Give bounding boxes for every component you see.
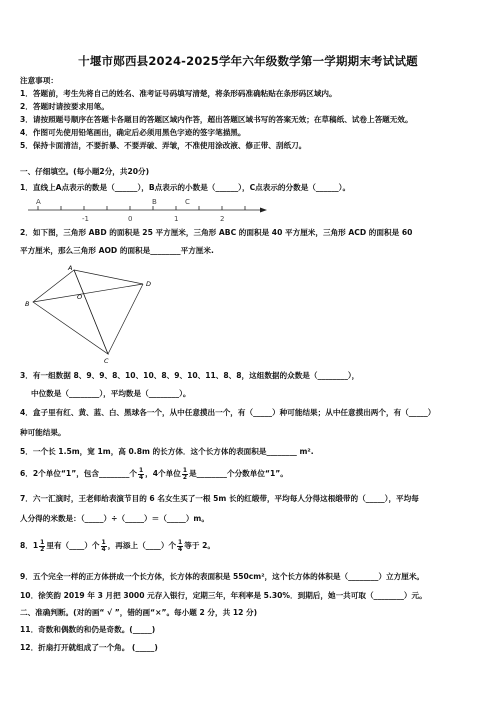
notice-item: 5．保持卡面清洁，不要折暴、不要弄破、弄皱，不准使用涂改液、修正带、刮纸刀。	[20, 141, 307, 150]
question-2-line-2: 平方厘米，那么三角形 AOD 的面积是________平方厘米.	[20, 246, 214, 255]
fraction: $\frac{1}{4}$	[101, 538, 106, 553]
question-11: 11．奇数和偶数的和仍是奇数。(_____)	[20, 625, 156, 634]
vertex-label-b: B	[25, 300, 30, 308]
question-6: 6．2个单位“1”，包含________个 $\frac{1}{4}$ ，4个单位 $\frac{1}{2}$ 是________个分数单位“1”。	[20, 466, 288, 481]
question-8: 8．1 $\frac{1}{2}$ 里有（____）个 $\frac{1}{4}$ ，再添上（____）个 $\frac{1}{4}$ 等于 2。	[20, 538, 215, 553]
question-3-line-2: 中位数是（________），平均数是（________）。	[31, 389, 191, 398]
question-3-line-1: 3．有一组数据 8、9、9、8、10、10、8、9、10、11、8、8，这组数据的众数是（________），	[20, 371, 360, 380]
question-7-line-1: 7．六一汇演时，王老师给表演节目的 6 名女生买了一根 5m 长的红缎带，平均每人分得这根缎带的（_____），平均每	[20, 494, 419, 503]
notice-item: 4．作图可先使用铅笔画出，确定后必须用黑色字迹的签字笔描黑。	[20, 128, 246, 137]
page-title: 十堰市郧西县2024-2025学年六年级数学第一学期期末考试试题	[78, 54, 418, 68]
question-9: 9．五个完全一样的正方体拼成一个长方体，长方体的表面积是 550cm²，这个长方体的体积是（________）立方厘米。	[20, 572, 425, 581]
point-label-a: A	[36, 198, 41, 206]
question-5: 5．一个长 1.5m，宽 1m，高 0.8m 的长方体．这个长方体的表面积是________ m².	[20, 447, 314, 456]
tick-label: 2	[220, 215, 225, 223]
fraction: $\frac{1}{2}$	[40, 538, 45, 553]
vertex-label-o: O	[77, 293, 83, 301]
vertex-label-c: C	[104, 357, 109, 364]
question-4-line-1: 4．盒子里有红、黄、蓝、白、黑球各一个，从中任意摸出一个，有（_____）种可能结果；从中任意摸出两个，有（_____）	[20, 408, 436, 417]
point-label-b: B	[152, 198, 157, 206]
vertex-label-a: A	[68, 264, 73, 272]
fraction: $\frac{1}{4}$	[178, 538, 183, 553]
triangle-figure	[20, 262, 160, 364]
fraction: $\frac{1}{4}$	[138, 466, 144, 481]
point-label-c: C	[185, 198, 190, 206]
tick-label: 0	[128, 215, 133, 223]
question-2-line-1: 2．如下图，三角形 ABD 的面积是 25 平方厘米，三角形 ABC 的面积是 40 平方厘米，三角形 ACD 的面积是 60	[20, 228, 413, 237]
vertex-label-d: D	[146, 280, 152, 288]
section-heading: 一、仔细填空。(每小题2分，共20分)	[20, 167, 150, 176]
notice-item: 2．答题时请按要求用笔。	[20, 102, 109, 111]
question-7-line-2: 人分得的米数是：（_____）÷（_____）＝（_____）m。	[20, 514, 209, 523]
tick-label: -1	[82, 215, 89, 223]
notice-item: 3．请按照题号顺序在答题卡各题目的答题区域内作答，超出答题区域书写的答案无效；在草稿纸、试卷上答题无效。	[20, 115, 413, 124]
question-1: 1．直线上A点表示的数是（______），B点表示的小数是（______），C点表示的分数是（______）。	[20, 183, 351, 192]
tick-label: 1	[174, 215, 179, 223]
question-10: 10．徐笑韵 2019 年 3 月把 3000 元存入银行，定期三年，年利率是 5.30%．到期后，她一共可取（________）元。	[20, 591, 427, 600]
section-heading: 二、准确判断。(对的画“ √ ”，错的画“×”。每小题 2 分，共 12 分)	[20, 608, 258, 617]
notice-heading: 注意事项：	[20, 76, 58, 85]
notice-item: 1．答题前，考生先将自己的姓名、准考证号码填写清楚，将条形码准确粘贴在条形码区域内。	[20, 89, 337, 98]
question-12: 12．折扇打开就组成了一个角。 (_____)	[20, 643, 158, 652]
number-line	[24, 196, 274, 224]
fraction: $\frac{1}{2}$	[182, 466, 188, 481]
question-4-line-2: 种可能结果。	[20, 428, 66, 437]
